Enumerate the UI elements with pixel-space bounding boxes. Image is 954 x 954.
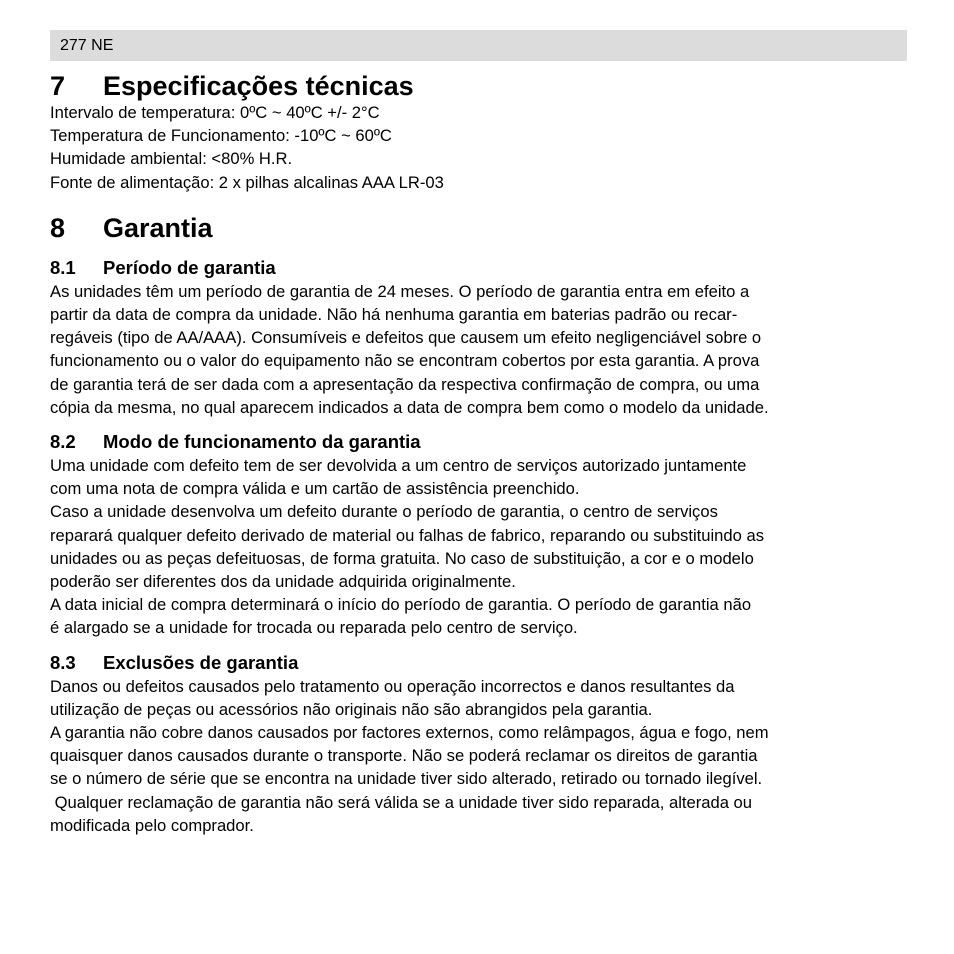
model-label: 277 NE	[60, 37, 114, 54]
spec-line: Temperatura de Funcionamento: -10ºC ~ 60ºC	[50, 126, 392, 146]
body-line: funcionamento ou o valor do equipamento não se encontram cobertos por esta garantia. A prova	[50, 351, 760, 371]
subsection-8-1-body	[50, 280, 907, 419]
spec-line: Humidade ambiental: <80% H.R.	[50, 149, 293, 169]
subsection-8-3-heading	[50, 651, 907, 675]
subsection-title: Período de garantia	[103, 256, 276, 278]
section-number: 8	[50, 212, 66, 243]
body-line: Danos ou defeitos causados pelo tratamento ou operação incorrectos e danos resultantes da	[50, 676, 735, 696]
section-7-heading	[50, 71, 907, 101]
body-line: é alargado se a unidade for trocada ou reparada pelo centro de serviço.	[50, 618, 578, 638]
subsection-8-1-heading	[50, 256, 907, 280]
subsection-8-2-heading	[50, 430, 907, 454]
section-number: 7	[50, 71, 66, 101]
section-8-heading	[50, 213, 907, 243]
section-title: Especificações técnicas	[103, 71, 414, 101]
body-line: Caso a unidade desenvolva um defeito durante o período de garantia, o centro de serviços	[50, 502, 718, 522]
subsection-8-2-body	[50, 454, 907, 640]
body-line: cópia da mesma, no qual aparecem indicados a data de compra bem como o modelo da unidade.	[50, 397, 769, 417]
body-line: As unidades têm um período de garantia de 24 meses. O período de garantia entra em efeito a	[50, 281, 750, 301]
body-line: Qualquer reclamação de garantia não será válida se a unidade tiver sido reparada, alterada ou	[50, 792, 752, 812]
body-line: A garantia não cobre danos causados por factores externos, como relâmpagos, água e fogo, nem	[50, 723, 769, 743]
body-line: se o número de série que se encontra na unidade tiver sido alterado, retirado ou tornado ilegível.	[50, 769, 763, 789]
body-line: Uma unidade com defeito tem de ser devolvida a um centro de serviços autorizado juntamente	[50, 456, 747, 476]
body-line: utilização de peças ou acessórios não originais não são abrangidos pela garantia.	[50, 699, 653, 719]
subsection-number: 8.1	[50, 256, 76, 278]
body-line: modificada pelo comprador.	[50, 815, 254, 835]
body-line: de garantia terá de ser dada com a apresentação da respectiva confirmação de compra, ou uma	[50, 374, 760, 394]
subsection-8-3-body	[50, 675, 907, 837]
spec-line: Fonte de alimentação: 2 x pilhas alcalinas AAA LR-03	[50, 172, 444, 192]
subsection-number: 8.2	[50, 431, 76, 453]
manual-page	[50, 30, 907, 837]
body-line: unidades ou as peças defeituosas, de forma gratuita. No caso de substituição, a cor e o modelo	[50, 548, 754, 568]
subsection-title: Modo de funcionamento da garantia	[103, 431, 421, 453]
body-line: quaisquer danos causados durante o transporte. Não se poderá reclamar os direitos de garantia	[50, 746, 758, 766]
body-line: regáveis (tipo de AA/AAA). Consumíveis e defeitos que causem um efeito negligenciável sobre o	[50, 328, 762, 348]
body-line: reparará qualquer defeito derivado de material ou falhas de fabrico, reparando ou substituindo as	[50, 525, 764, 545]
body-line: poderão ser diferentes dos da unidade adquirida originalmente.	[50, 572, 516, 592]
page-header-bar	[50, 30, 907, 61]
body-line: A data inicial de compra determinará o início do período de garantia. O período de garantia não	[50, 595, 752, 615]
subsection-title: Exclusões de garantia	[103, 651, 299, 673]
section-7-specs	[50, 101, 907, 194]
section-title: Garantia	[103, 212, 213, 243]
spec-line: Intervalo de temperatura: 0ºC ~ 40ºC +/- 2°C	[50, 103, 380, 122]
body-line: partir da data de compra da unidade. Não há nenhuma garantia em baterias padrão ou recar-	[50, 305, 738, 325]
subsection-number: 8.3	[50, 651, 76, 673]
body-line: com uma nota de compra válida e um cartão de assistência preenchido.	[50, 479, 580, 499]
